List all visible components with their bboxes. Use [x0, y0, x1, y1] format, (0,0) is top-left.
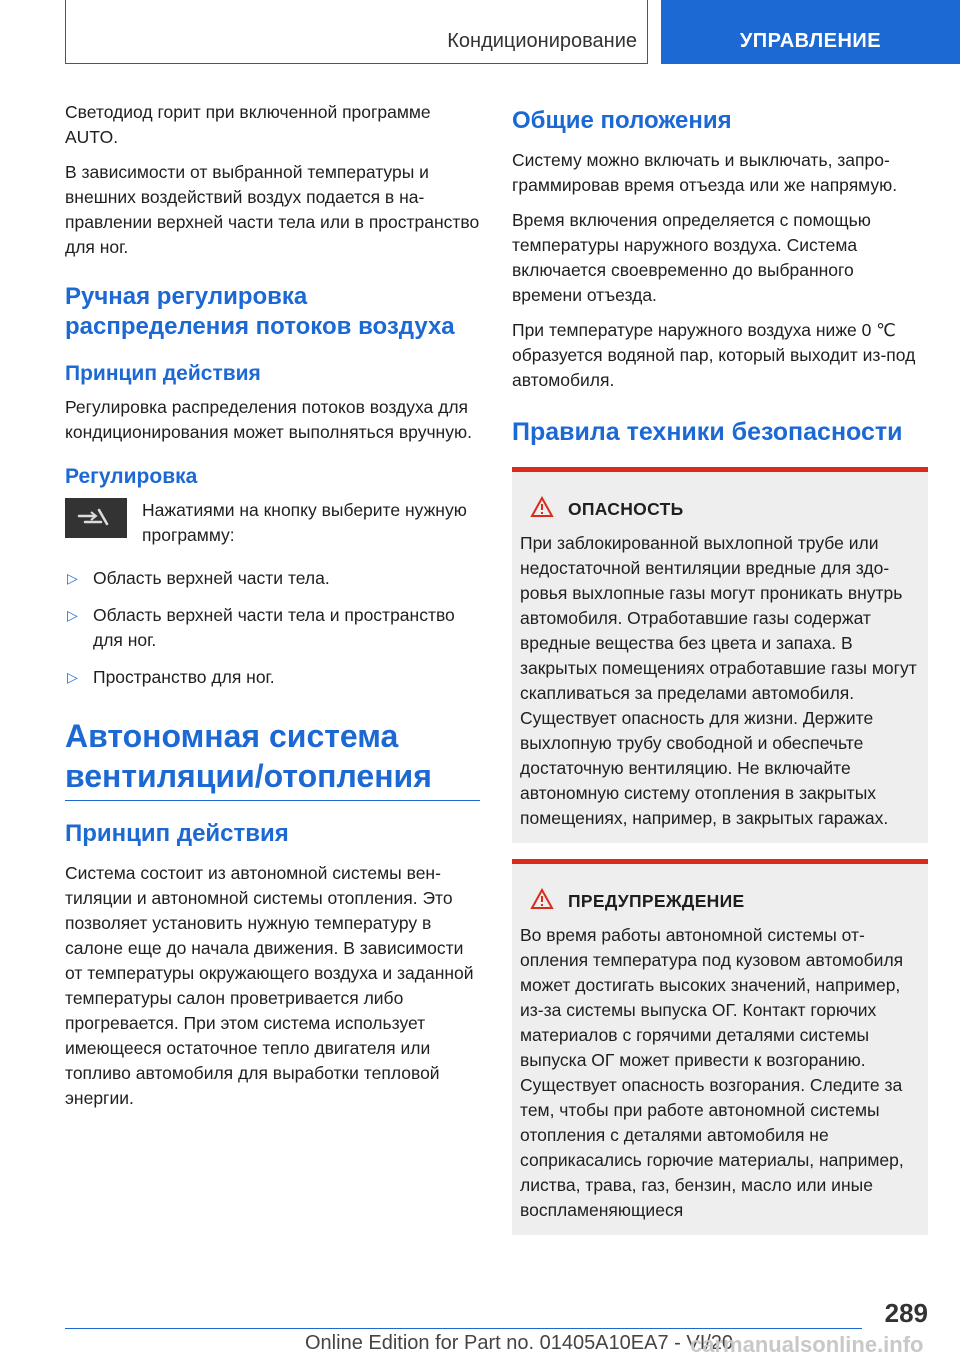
paragraph: В зависимости от выбранной температуры и внешних воздействий воздух подается в направлении верхней части тела или в пространство для ног. — [65, 162, 480, 257]
button-instruction-text: Нажатиями на кнопку выберите нужную программу: — [142, 500, 467, 545]
triangle-bullet-icon: ▷ — [67, 570, 78, 586]
warning-text: Во время работы автономной системы отопления температура под кузовом автомобиля может достигать высоких значений, например, из-за системы выпуска ОГ. Контакт горючих материалов с горячими деталями системы выпуска ОГ может привести к возгоранию. Существует опасность возгорания. Следите за тем, чтобы при работе автономной системы отопления с деталями автомобиля не соприкасались горючие материалы, например, листва, трава, газ, бензин, масло или иные воспламеняющиеся — [520, 925, 904, 1220]
button-instruction — [65, 498, 480, 548]
chapter-heading-block — [65, 716, 480, 801]
list-item: ▷ Область верхней части тела и пространство для ног. — [67, 605, 455, 650]
paragraph: Систему можно включать и выключать, запрограммировав время отъезда или же напрямую. — [512, 150, 898, 195]
page-number: 289 — [884, 1298, 928, 1328]
paragraph: Время включения определяется с помощью температуры наружного воздуха. Система включается своевременно до выбранного времени отъезда. — [512, 210, 871, 305]
warning-box — [512, 859, 928, 1235]
paragraph: Регулировка распределения потоков воздуха для кондиционирования может выполняться вручную. — [65, 397, 472, 442]
air-distribution-button-icon — [65, 498, 127, 538]
list-item: ▷ Пространство для ног. — [65, 665, 480, 690]
triangle-bullet-icon: ▷ — [67, 669, 78, 685]
header-section-box — [65, 0, 648, 64]
heading-principle: Принцип действия — [65, 362, 261, 385]
heading-general: Общие положения — [512, 107, 732, 134]
heading-auto-ventilation: Автономная система вентиляции/отопления — [65, 718, 432, 794]
heading-adjustment: Регулировка — [65, 465, 198, 488]
heading-safety: Правила техники безопасности — [512, 418, 903, 446]
danger-text: При заблокированной выхлопной трубе или недостаточной вентиляции вредные для здоровья выхлопные газы могут проникать внутрь автомобиля. Отработавшие газы содержат вредные вещества без цвета и запаха. В закрытых помещениях отработавшие газы могут скапливаться за пределами автомобиля. Существует опасность для жизни. Держите выхлопную трубу свободной и обеспечьте достаточную вентиляцию. Не включайте автономную систему отопления в закрытых помещениях, например, в закрытых гаражах. — [520, 533, 917, 828]
triangle-bullet-icon: ▷ — [67, 607, 78, 623]
danger-header — [530, 496, 920, 523]
left-column — [65, 100, 480, 1121]
edition-text: Online Edition for Part no. 01405A10EA7 - VI/20 — [305, 1332, 734, 1354]
right-column — [512, 100, 928, 1251]
program-list — [65, 566, 480, 690]
warning-header — [530, 888, 920, 915]
list-item: ▷ Область верхней части тела. — [65, 566, 480, 591]
section-title: Кондиционирование — [447, 30, 637, 52]
paragraph: Система состоит из автономной системы вентиляции и автономной системы отопления. Это позволяет установить нужную температуру в салоне еще до начала движения. В зависимости от температуры окружающего воздуха и заданной температуры салон проветривается либо прогревается. При этом система использует имеющееся остаточное тепло двигателя или топливо автомобиля для выработки тепловой энергии. — [65, 863, 474, 1108]
chapter-tab[interactable]: УПРАВЛЕНИЕ — [661, 0, 960, 64]
footer-divider — [65, 1328, 862, 1329]
heading-manual-distribution: Ручная регулировка распределения потоков воздуха — [65, 283, 455, 340]
warning-title: ПРЕДУПРЕЖДЕНИЕ — [568, 891, 745, 911]
paragraph: Светодиод горит при включенной программе AUTO. — [65, 102, 431, 147]
danger-title: ОПАСНОСТЬ — [568, 499, 684, 519]
watermark: carmanualsonline.info — [690, 1332, 924, 1357]
warning-triangle-icon — [530, 888, 554, 915]
heading-principle: Принцип действия — [65, 820, 289, 847]
warning-triangle-icon — [530, 496, 554, 523]
danger-box — [512, 467, 928, 843]
paragraph: При температуре наружного воздуха ниже 0 ℃ образуется водяной пар, который выходит из-под автомобиля. — [512, 320, 916, 390]
